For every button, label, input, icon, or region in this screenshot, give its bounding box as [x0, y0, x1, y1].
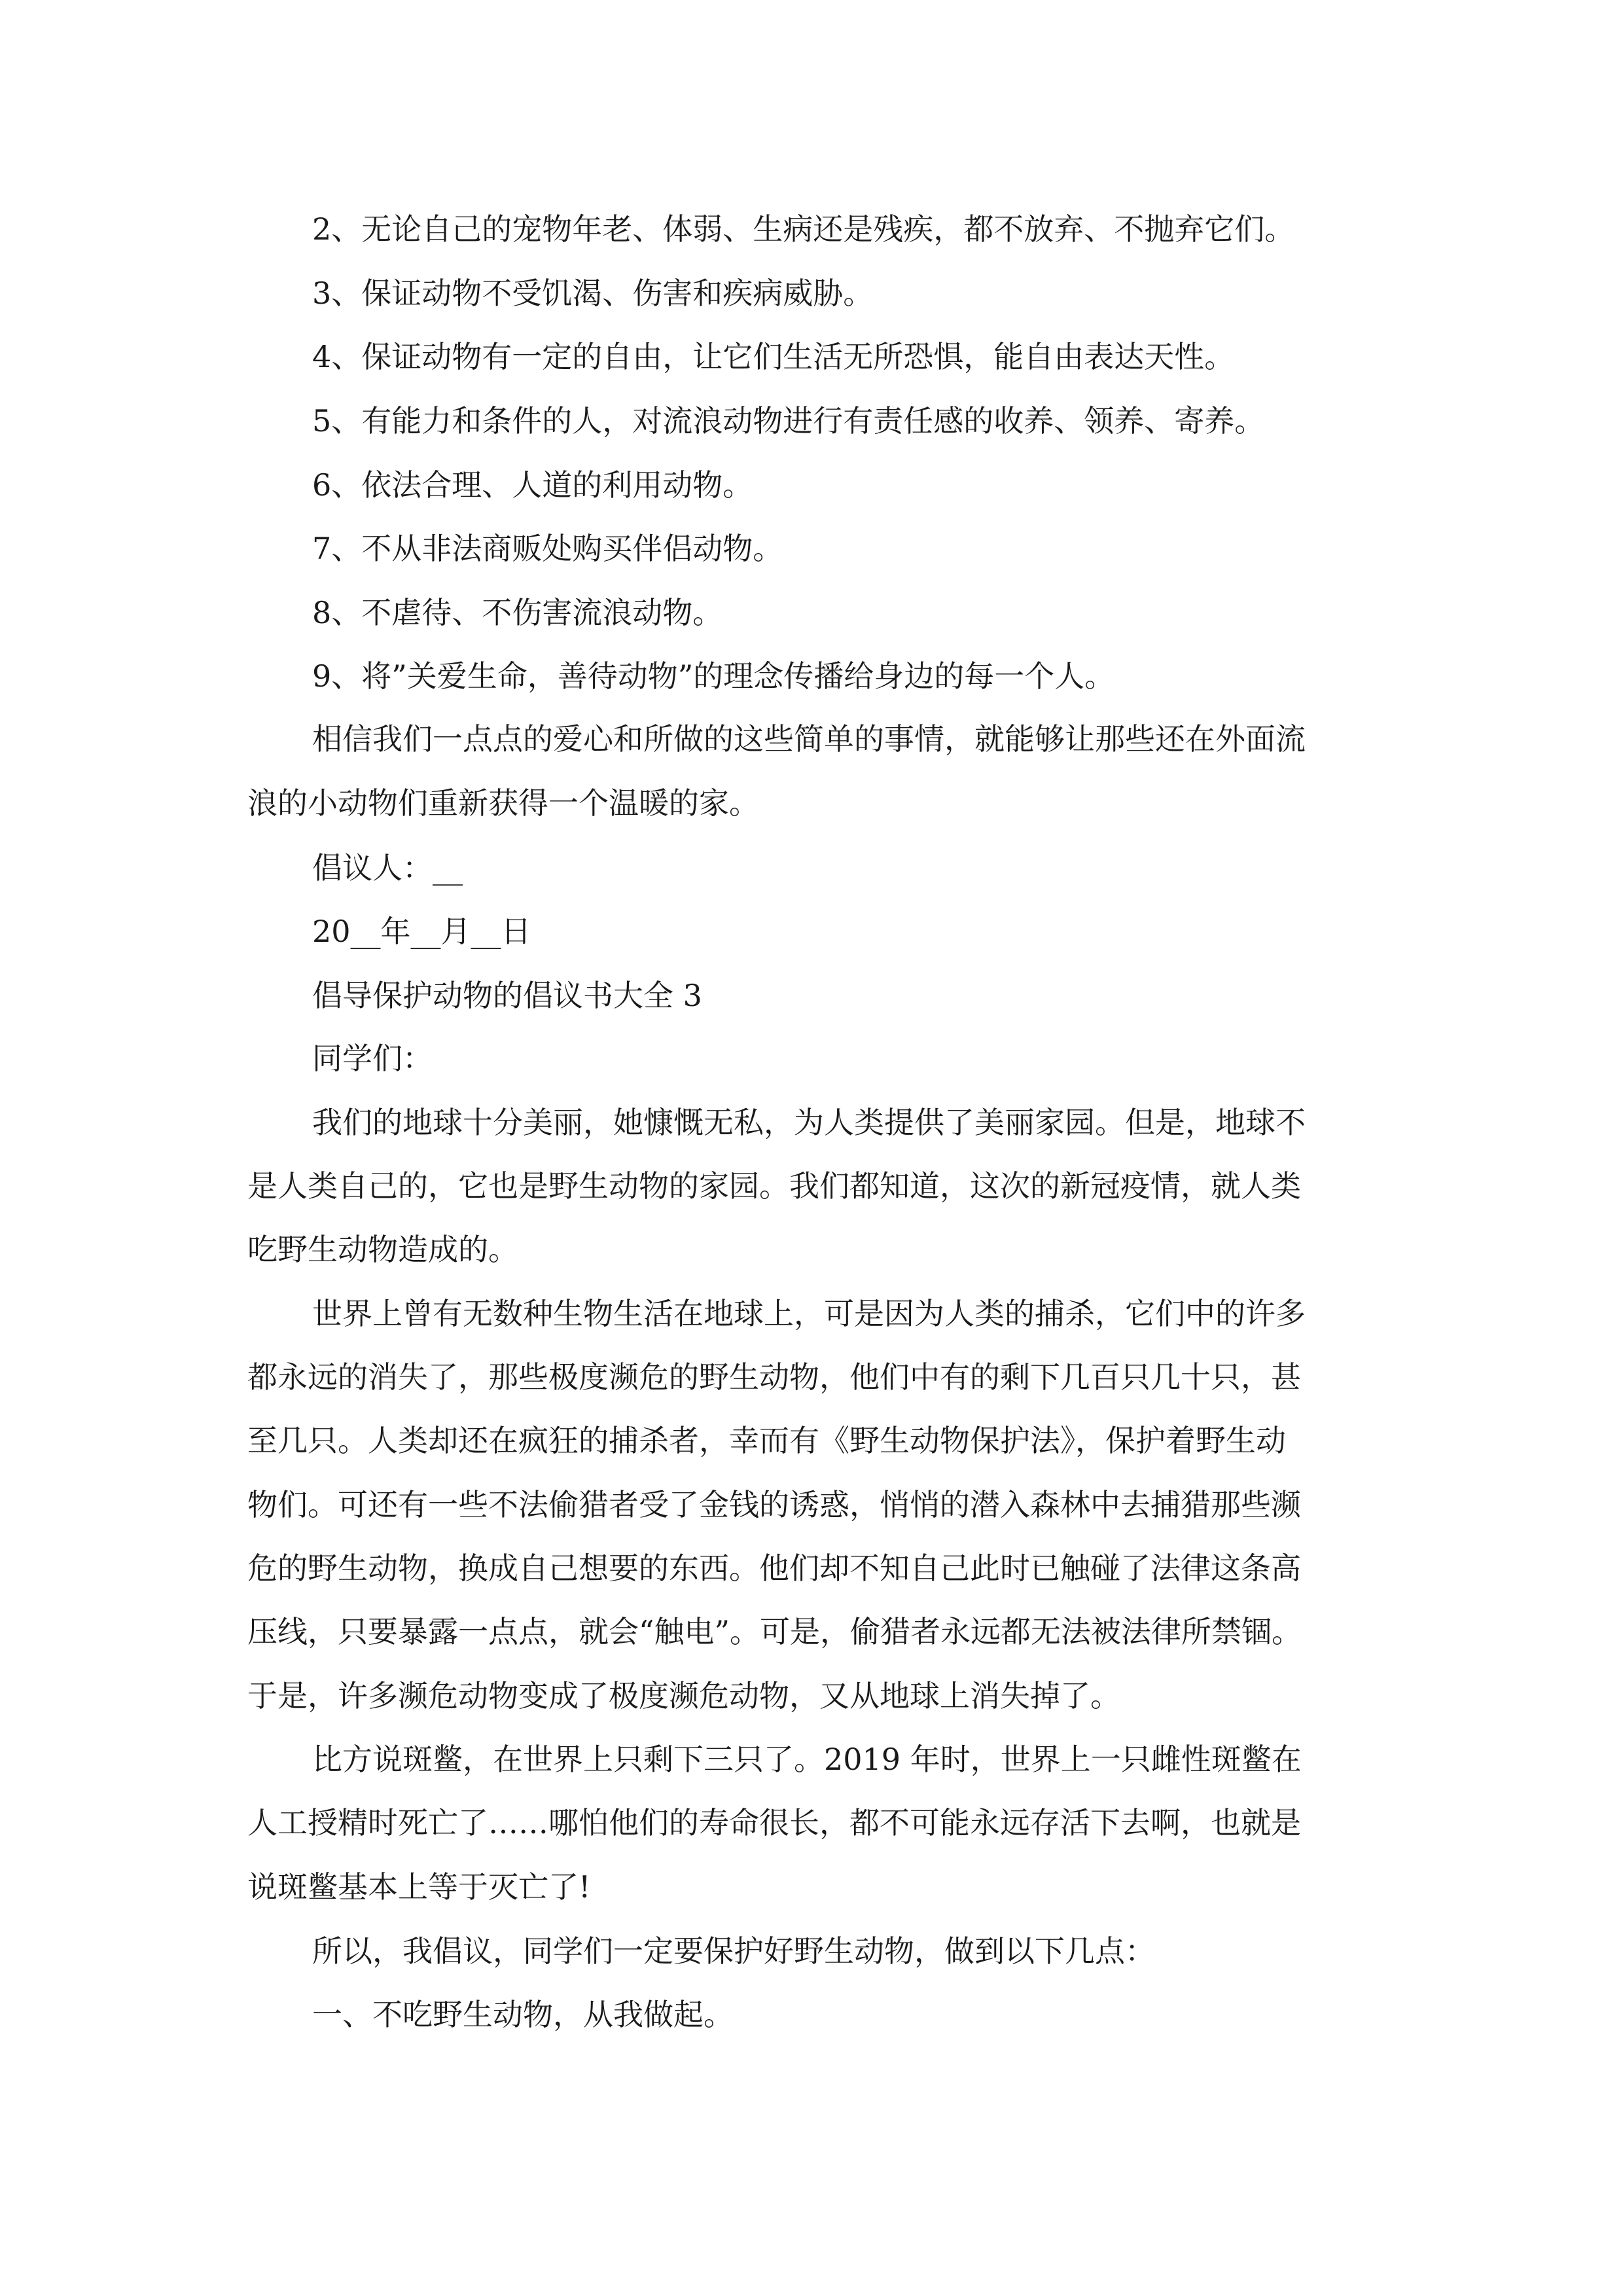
- text-line: 20__年__月__日: [312, 914, 531, 949]
- text-line: 2、无论自己的宠物年老、体弱、生病还是残疾，都不放弃、不抛弃它们。: [312, 211, 1295, 247]
- text-line: 是人类自己的，它也是野生动物的家园。我们都知道，这次的新冠疫情，就人类: [247, 1168, 1301, 1204]
- text-line: 人工授精时死亡了……哪怕他们的寿命很长，都不可能永远存活下去啊，也就是: [247, 1805, 1301, 1840]
- text-line: 4、保证动物有一定的自由，让它们生活无所恐惧，能自由表达天性。: [312, 339, 1235, 374]
- text-line: 7、不从非法商贩处购买伴侣动物。: [312, 531, 783, 566]
- text-line: 至几只。人类却还在疯狂的捕杀者，幸而有《野生动物保护法》，保护着野生动: [247, 1423, 1286, 1458]
- text-line: 8、不虐待、不伤害流浪动物。: [312, 595, 723, 630]
- text-line: 吃野生动物造成的。: [247, 1232, 518, 1267]
- text-line: 相信我们一点点的爱心和所做的这些简单的事情，就能够让那些还在外面流: [312, 721, 1306, 757]
- text-line: 都永远的消失了，那些极度濒危的野生动物，他们中有的剩下几百只几十只，甚: [247, 1359, 1301, 1395]
- text-line: 6、依法合理、人道的利用动物。: [312, 467, 753, 503]
- text-line: 世界上曾有无数种生物生活在地球上，可是因为人类的捕杀，它们中的许多: [312, 1296, 1306, 1331]
- text-line: 9、将”关爱生命，善待动物”的理念传播给身边的每一个人。: [312, 658, 1115, 694]
- text-line: 5、有能力和条件的人，对流浪动物进行有责任感的收养、领养、寄养。: [312, 403, 1265, 439]
- text-line: 一、不吃野生动物，从我做起。: [312, 1997, 734, 2032]
- text-line: 所以，我倡议，同学们一定要保护好野生动物，做到以下几点：: [312, 1933, 1155, 1969]
- section-heading: 倡导保护动物的倡议书大全 3: [312, 978, 702, 1013]
- text-line: 说斑鳖基本上等于灭亡了!: [247, 1869, 591, 1905]
- text-line: 于是，许多濒危动物变成了极度濒危动物，又从地球上消失掉了。: [247, 1678, 1120, 1713]
- text-line: 倡议人：__: [312, 850, 463, 886]
- text-line: 比方说斑鳖，在世界上只剩下三只了。2019 年时，世界上一只雌性斑鳖在: [312, 1742, 1302, 1777]
- text-line: 压线，只要暴露一点点，就会“触电”。可是，偷猎者永远都无法被法律所禁锢。: [247, 1614, 1302, 1649]
- text-line: 浪的小动物们重新获得一个温暖的家。: [247, 785, 759, 821]
- text-line: 物们。可还有一些不法偷猎者受了金钱的诱惑，悄悄的潜入森林中去捕猎那些濒: [247, 1487, 1301, 1522]
- text-line: 3、保证动物不受饥渴、伤害和疾病威胁。: [312, 276, 874, 311]
- text-line: 我们的地球十分美丽，她慷慨无私，为人类提供了美丽家园。但是，地球不: [312, 1105, 1306, 1140]
- text-line: 危的野生动物，换成自己想要的东西。他们却不知自己此时已触碰了法律这条高: [247, 1551, 1301, 1586]
- text-line: 同学们：: [312, 1041, 433, 1076]
